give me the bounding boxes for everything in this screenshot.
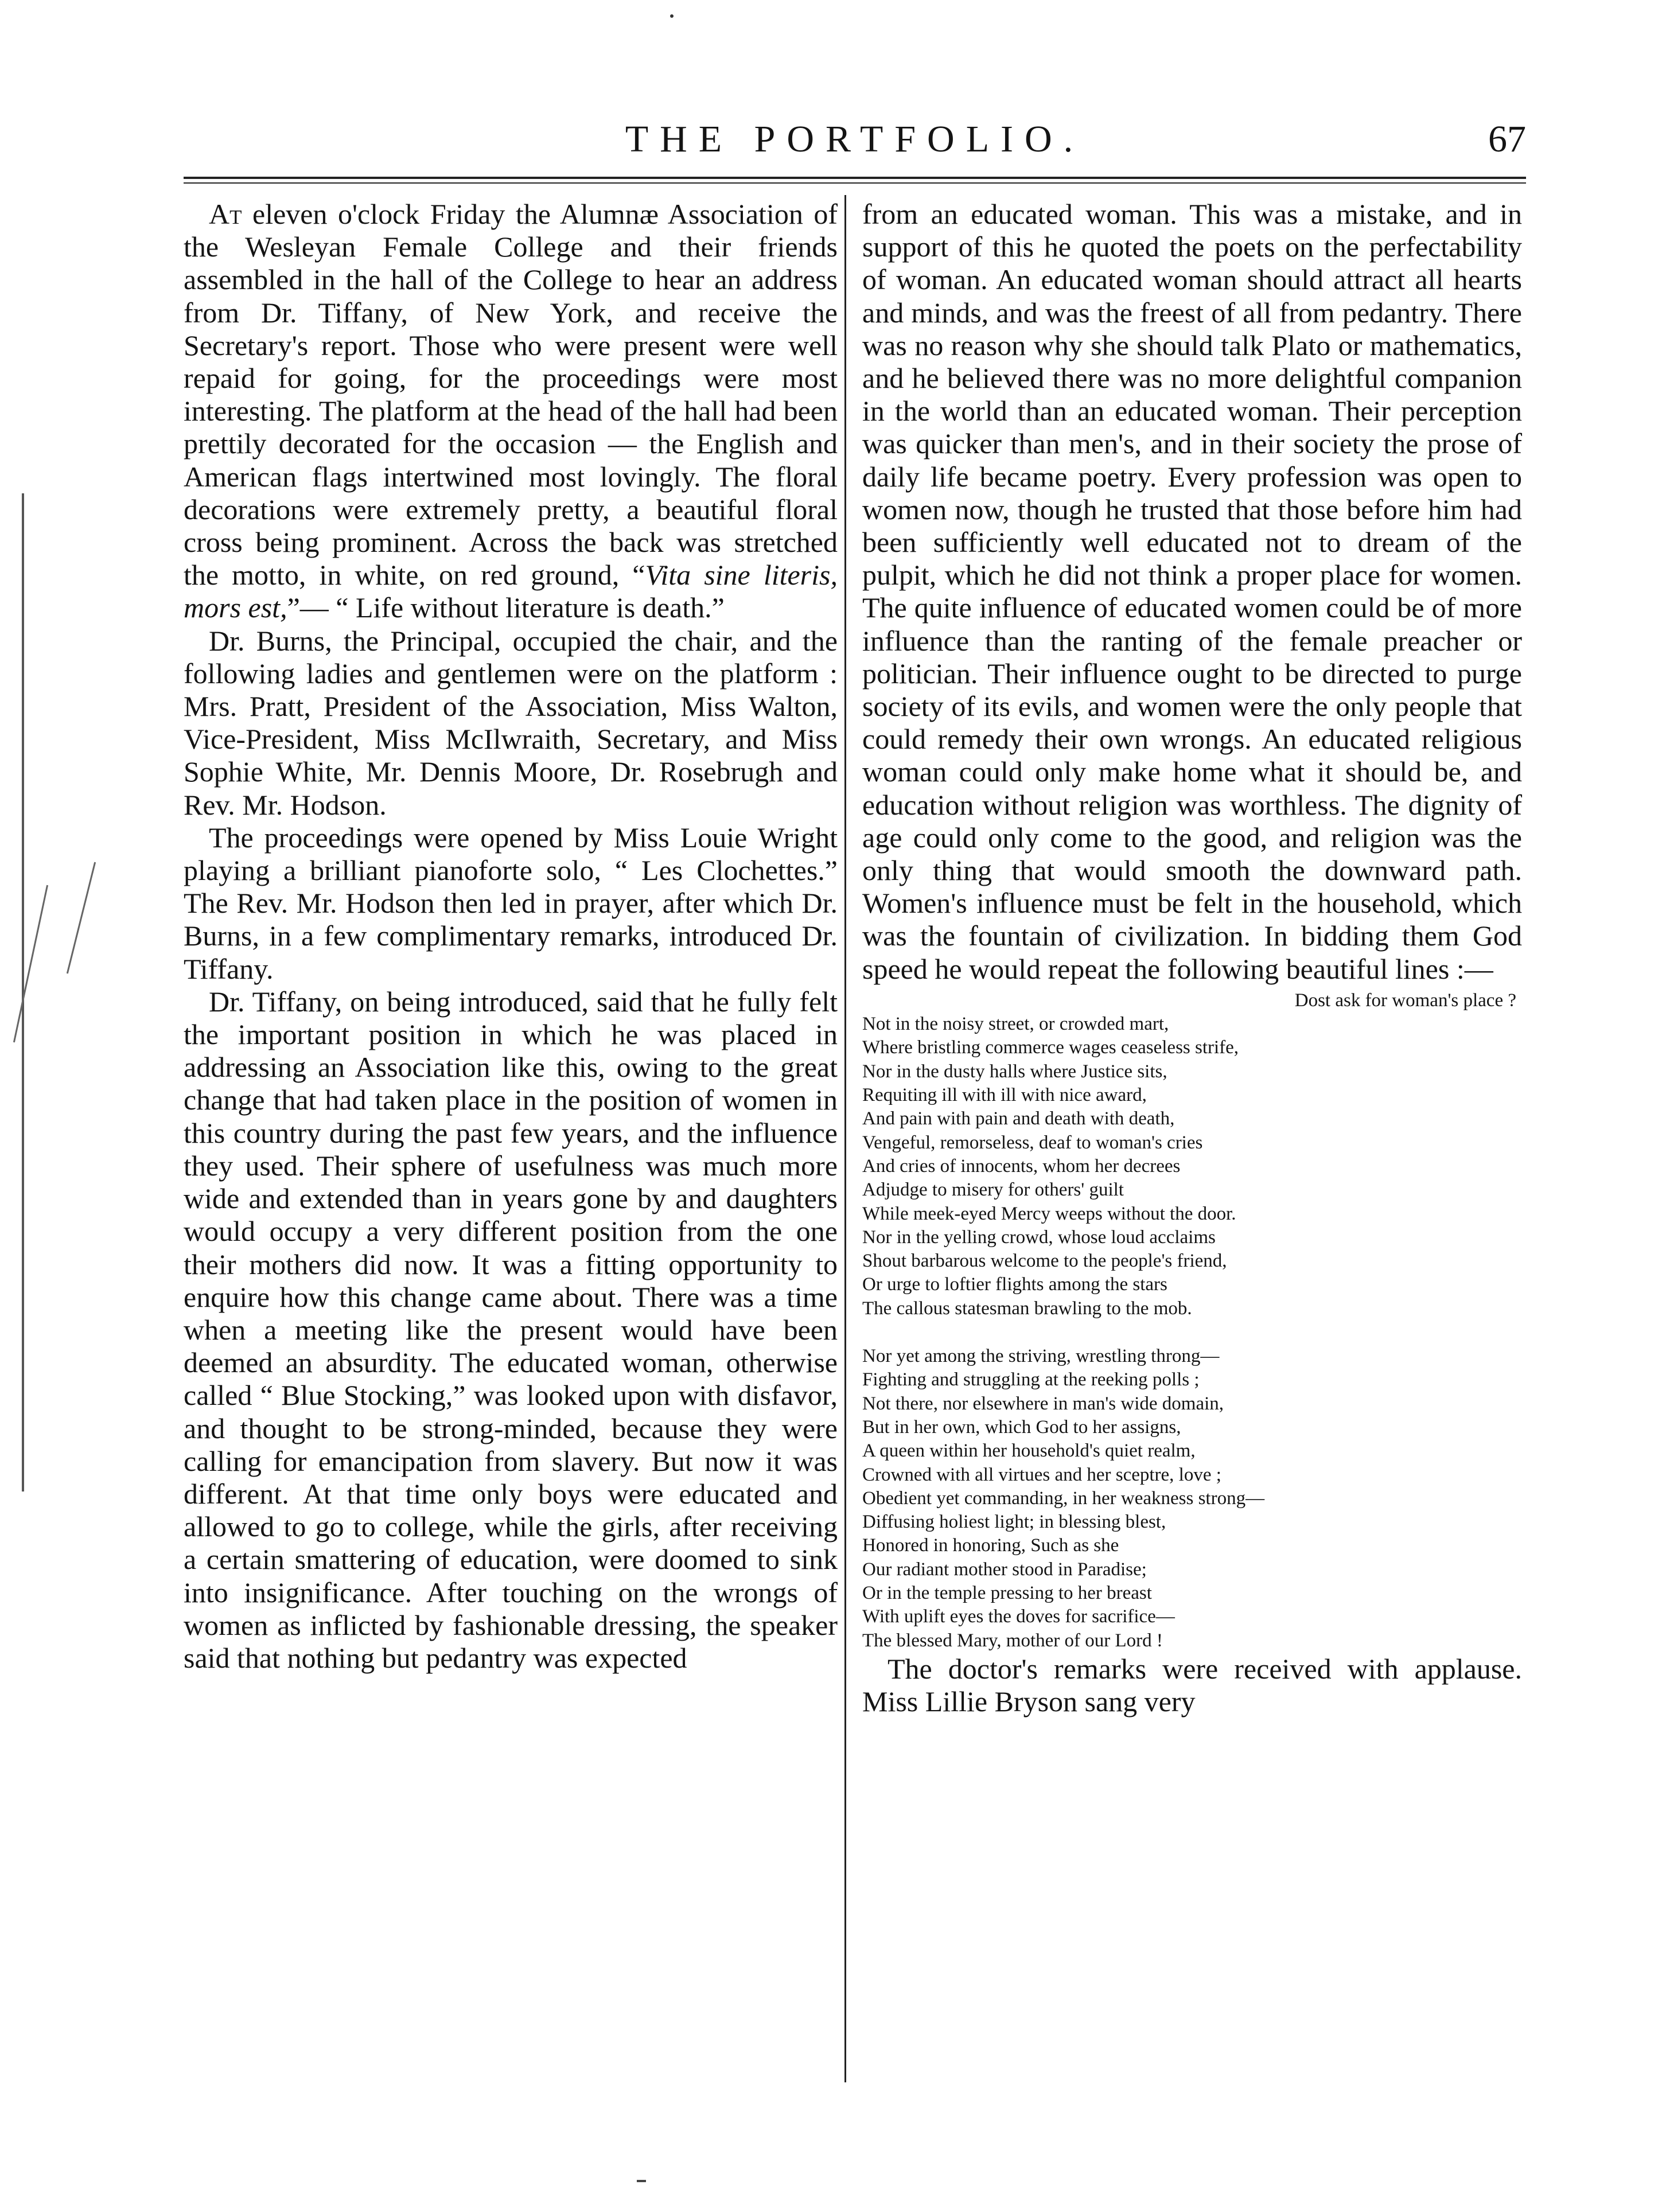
paragraph-address-continued: from an educated woman. This was a mistake, and in support of this he quoted the poets on the perfectability of woman. An educated woman should attract all hearts and minds, and was the freest of all from pedantry. There was no reason why she should talk Plato or mathematics, and he believed there was no more delightful companion in the world than an educated woman. Their perception was quicker than men's, and in their society the prose of daily life became poetry. Every profession was open to women now, though he trusted that those before him had been sufficiently well educated not to dream of the pulpit, which he did not think a proper place for women. The quite influence of educated women could be of more influence than the ranting of the female preacher or politician. Their influence ought to be directed to purge society of its evils, and women were the only people that could remedy their own wrongs. An educated religious woman could only make home what it should be, and education without religion was worthless. The dignity of age could only come to the good, and religion was the only thing that would smooth the downward path. Women's influence must be felt in the household, which was the fountain of civilization. In bidding them God speed he would repeat the following beautiful lines :— [862,198,1522,985]
poem-line: The callous statesman brawling to the mob. [862,1298,1192,1319]
poem-line: Nor in the dusty halls where Justice sits, [862,1061,1167,1082]
margin-scan-mark [637,2180,646,2182]
running-head [184,112,1526,175]
poem-line: Shout barbarous welcome to the people's friend, [862,1251,1227,1272]
poem-line: Not in the noisy street, or crowded mart, [862,1014,1169,1035]
poem-line: Diffusing holiest light; in blessing blest, [862,1512,1166,1533]
poem-line: Vengeful, remorseless, deaf to woman's cries [862,1132,1203,1153]
poem-line: The blessed Mary, mother of our Lord ! [862,1630,1163,1651]
right-column [862,198,1522,1718]
poem-line: Honored in honoring, Such as she [862,1535,1119,1556]
margin-scan-mark [13,885,48,1043]
running-title: THE PORTFOLIO. [625,118,1085,160]
poem-intro-line: Dost ask for woman's place ? [1294,990,1516,1011]
poem-line: Obedient yet commanding, in her weakness strong— [862,1487,1265,1509]
poem-line: Not there, nor elsewhere in man's wide domain, [862,1393,1224,1414]
column-divider [844,195,846,2082]
paragraph-lead-in: At [209,198,242,230]
paragraph-tiffany-address: Dr. Tiffany, on being introduced, said that he fully felt the important position in which he was placed in addressing an Association like this, owing to the great change that had taken place in the position of women in this country during the past few years, and the influence they used. Their sphere of usefulness was much more wide and extended than in years gone by and daughters would occupy a very different position from the one their mothers did now. It was a fitting opportunity to enquire how this change came about. There was a time when a meeting like the present would have been deemed an absurdity. The educated woman, otherwise called “ Blue Stocking,” was looked upon with disfavor, and thought to be strong-minded, because they were calling for emancipation from slavery. But now it was different. At that time only boys were educated and allowed to go to college, while the girls, after receiving a certain smattering of education, were doomed to sink into insignificance. After touching on the wrongs of women as inflicted by fashionable dressing, the speaker said that nothing but pedantry was expected [184,985,838,1674]
poem-line: Adjudge to misery for others' guilt [862,1179,1124,1201]
poem-line: Our radiant mother stood in Paradise; [862,1559,1147,1580]
page-number: 67 [1488,118,1526,160]
margin-scan-mark [670,14,674,18]
paragraph-proceedings-opened: The proceedings were opened by Miss Louie Wright playing a brilliant pianoforte solo, “ Les Clochettes.” The Rev. Mr. Hodson then led in prayer, after which Dr. Burns, in a few complimentary remarks, introduced Dr. Tiffany. [184,821,838,985]
poem-line: A queen within her household's quiet realm, [862,1440,1196,1462]
paragraph-text: eleven o'clock Friday the Alumnæ Association of the Wesleyan Female College and their friends assembled in the hall of the College to hear an address from Dr. Tiffany, of New York, and receive the Secretary's report. Those who were present were well repaid for going, for the proceedings were most interesting. The platform at the head of the hall had been prettily decorated for the occasion — the English and American flags intertwined most lovingly. The floral decorations were extremely pretty, a beautiful floral cross being prominent. Across the back was stretched the motto, in white, on red ground, “ [184,198,838,591]
paragraph-platform-guests: Dr. Burns, the Principal, occupied the chair, and the following ladies and gentlemen were on the platform : Mrs. Pratt, President of the Association, Miss Walton, Vice-President, Miss McIlwraith, Secretary, and Miss Sophie White, Mr. Dennis Moore, Dr. Rosebrugh and Rev. Mr. Hodson. [184,624,838,821]
poem-line: And cries of innocents, whom her decrees [862,1155,1181,1177]
poem-line: Fighting and struggling at the reeking polls ; [862,1369,1200,1391]
poem-line: While meek-eyed Mercy weeps without the door. [862,1203,1236,1224]
poem-line: Requiting ill with ill with nice award, [862,1085,1147,1106]
poem-line: Crowned with all virtues and her sceptre, love ; [862,1464,1221,1485]
margin-scan-mark [67,862,96,974]
poem-line: With uplift eyes the doves for sacrifice— [862,1606,1175,1627]
paragraph-alumnae-association [184,198,838,625]
poem-line: Where bristling commerce wages ceaseless strife, [862,1037,1239,1058]
poem-line: And pain with pain and death with death, [862,1108,1175,1130]
paragraph-text-end: ”— “ Life without literature is death.” [287,591,725,624]
poem-line: Or urge to loftier flights among the stars [862,1274,1167,1295]
left-column [184,198,838,1674]
poem-line: But in her own, which God to her assigns, [862,1416,1181,1438]
poem-line: Or in the temple pressing to her breast [862,1583,1152,1603]
poem-stanza-1 [862,1012,1522,1321]
poem-stanza-2 [862,1345,1522,1653]
header-rule [184,177,1526,184]
poem-line: Nor in the yelling crowd, whose loud acclaims [862,1226,1216,1248]
poem-line: Nor yet among the striving, wrestling throng— [862,1346,1220,1367]
latin-motto: Vita sine literis, mors est, [184,559,838,624]
poem-womans-place [862,989,1522,1653]
paragraph-applause: The doctor's remarks were received with applause. Miss Lillie Bryson sang very [862,1652,1522,1718]
